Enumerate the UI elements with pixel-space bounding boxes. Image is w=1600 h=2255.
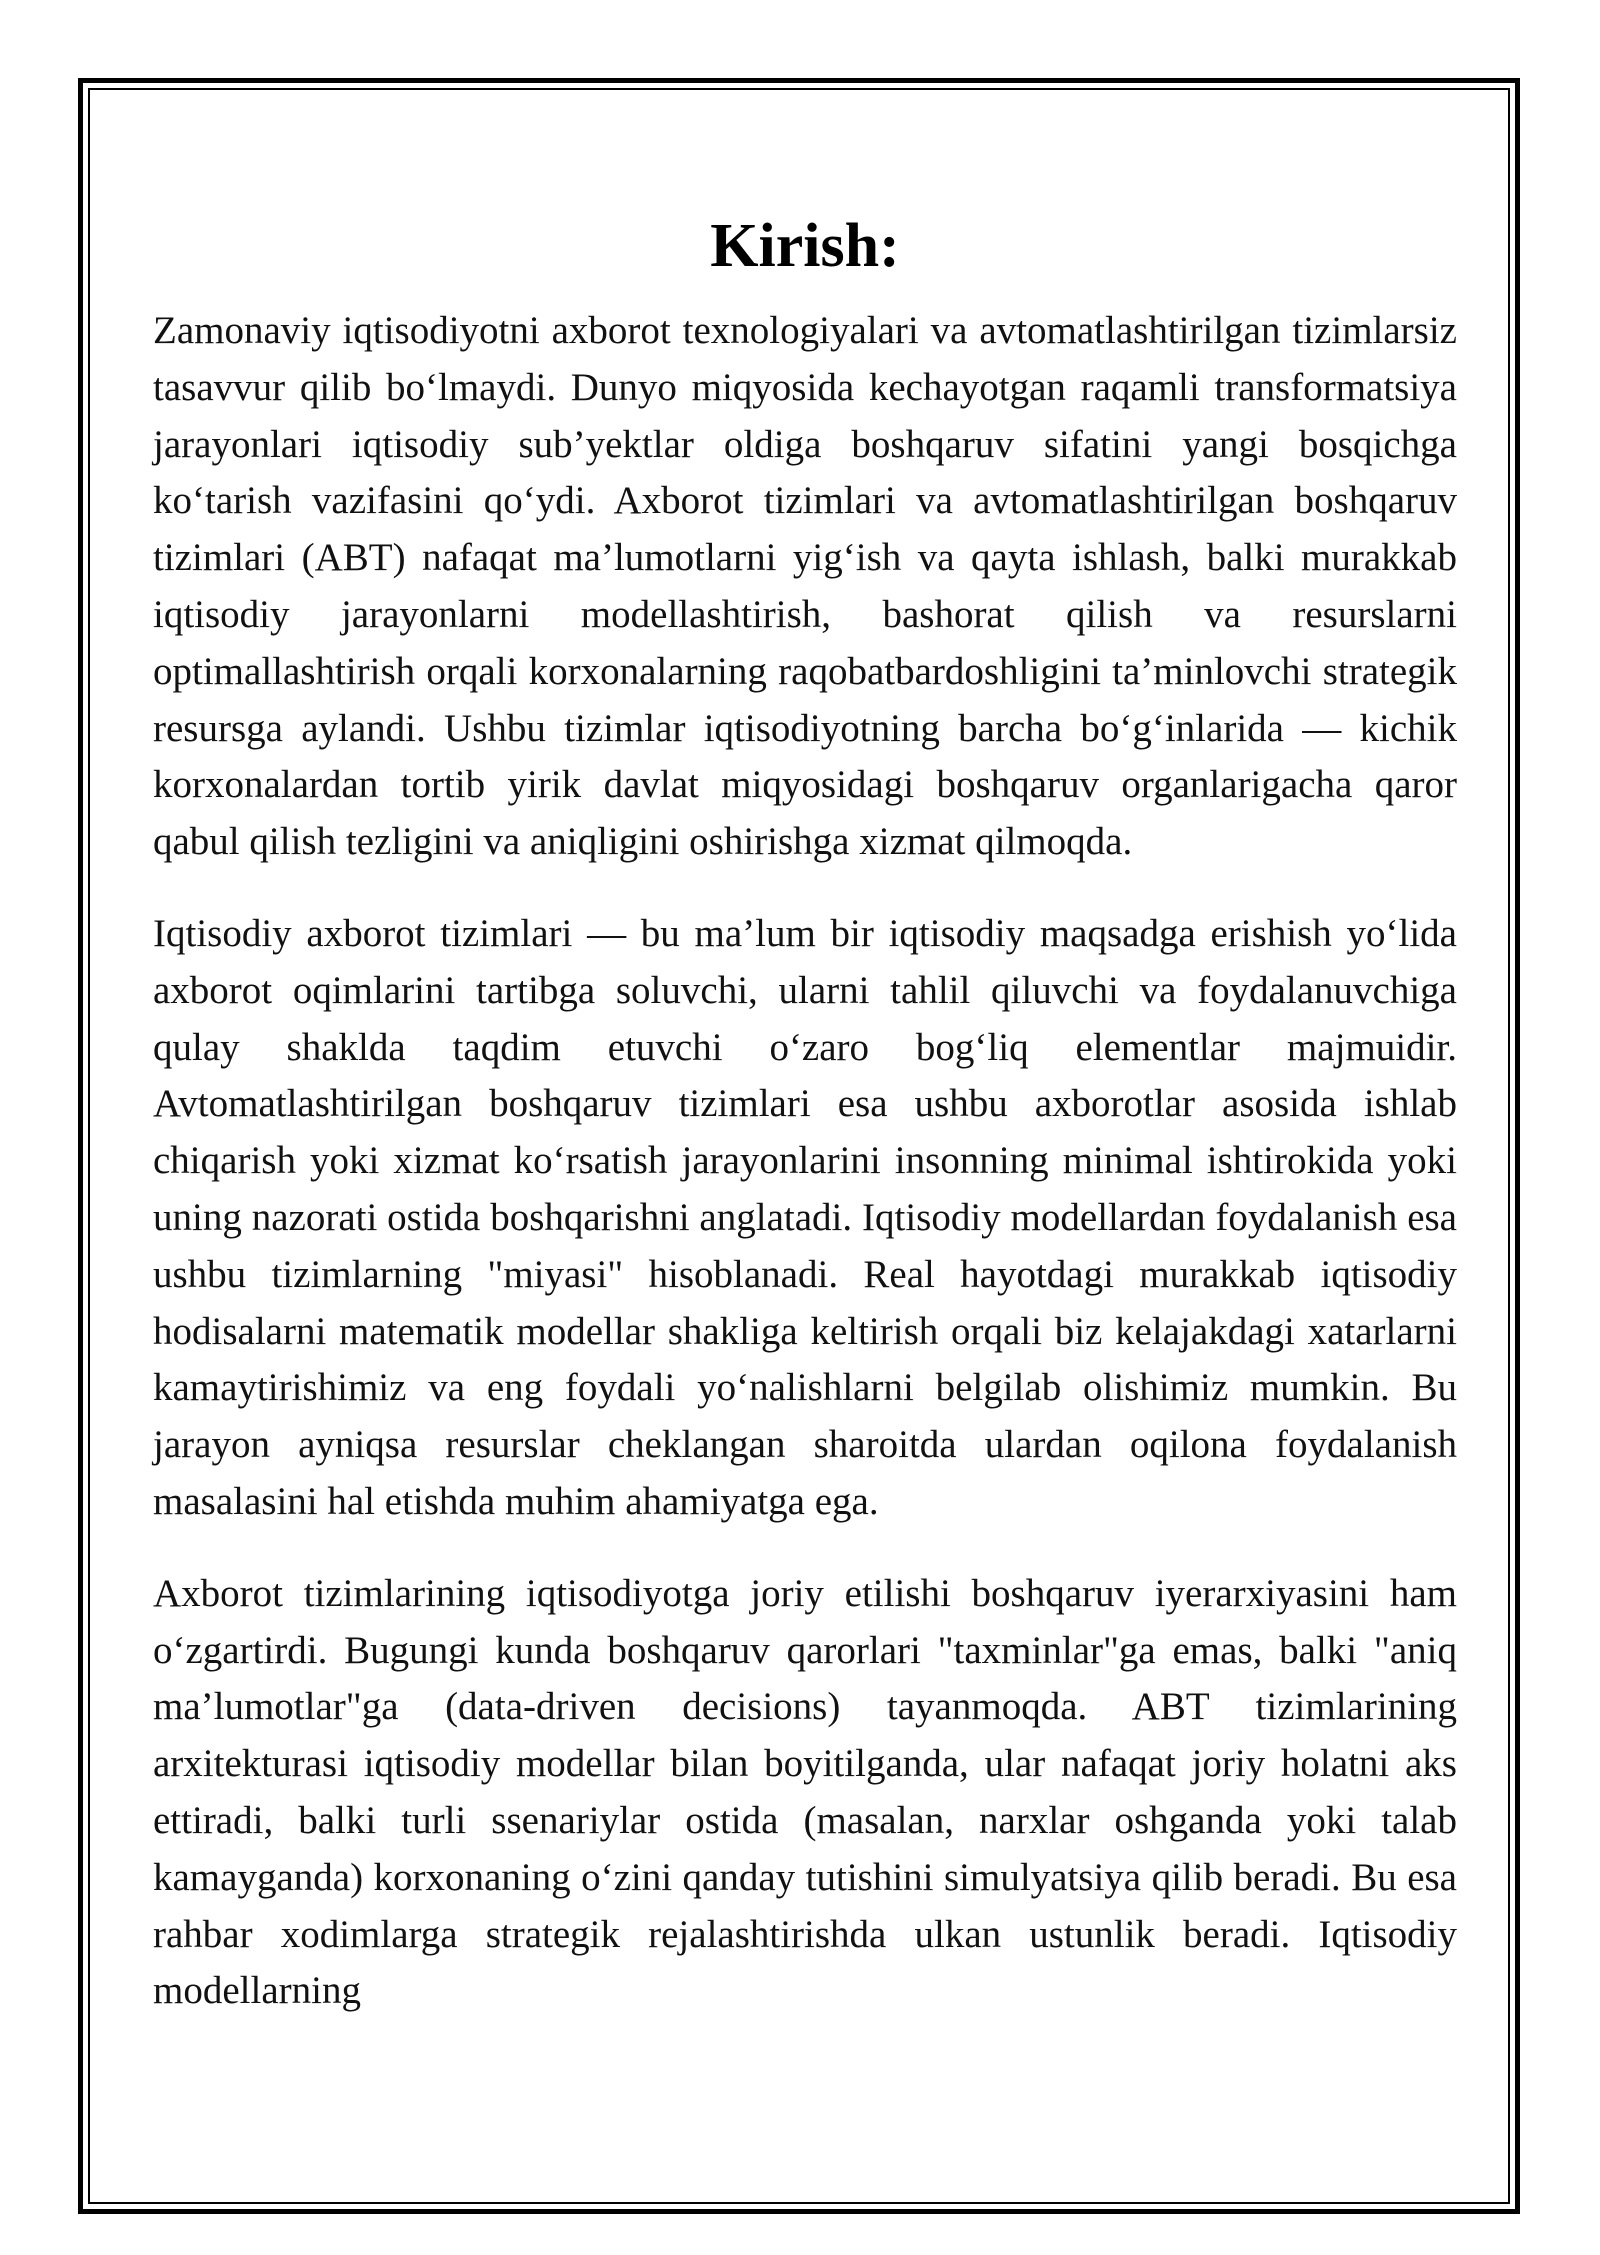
document-body (153, 205, 1457, 2055)
document-title: Kirish: (710, 212, 900, 280)
paragraph-1: Zamonaviy iqtisodiyotni axborot texnologiyalari va avtomatlashtirilgan tizimlarsiz tasavvur qilib bo‘lmaydi. Dunyo miqyosida kechayotgan raqamli transformatsiya jarayonlari iqtisodiy sub’yektlar oldiga boshqaruv sifatini yangi bosqichga ko‘tarish vazifasini qo‘ydi. Axborot tizimlari va avtomatlashtirilgan boshqaruv tizimlari (ABT) nafaqat ma’lumotlarni yig‘ish va qayta ishlash, balki murakkab iqtisodiy jarayonlarni modellashtirish, bashorat qilish va resurslarni optimallashtirish orqali korxonalarning raqobatbardoshligini ta’minlovchi strategik resursga aylandi. Ushbu tizimlar iqtisodiyotning barcha bo‘g‘inlarida — kichik korxonalardan tortib yirik davlat miqyosidagi boshqaruv organlarigacha qaror qabul qilish tezligini va aniqligini oshirishga xizmat qilmoqda. (153, 309, 1457, 864)
paragraph-2: Iqtisodiy axborot tizimlari — bu ma’lum bir iqtisodiy maqsadga erishish yo‘lida axborot oqimlarini tartibga soluvchi, ularni tahlil qiluvchi va foydalanuvchiga qulay shaklda taqdim etuvchi o‘zaro bog‘liq elementlar majmuidir. Avtomatlashtirilgan boshqaruv tizimlari esa ushbu axborotlar asosida ishlab chiqarish yoki xizmat ko‘rsatish jarayonlarini insonning minimal ishtirokida yoki uning nazorati ostida boshqarishni anglatadi. Iqtisodiy modellardan foydalanish esa ushbu tizimlarning "miyasi" hisoblanadi. Real hayotdagi murakkab iqtisodiy hodisalarni matematik modellar shakliga keltirish orqali biz kelajakdagi xatarlarni kamaytirishimiz va eng foydali yo‘nalishlarni belgilab olishimiz mumkin. Bu jarayon ayniqsa resurslar cheklangan sharoitda ulardan oqilona foydalanish masalasini hal etishda muhim ahamiyatga ega. (153, 911, 1457, 1523)
paragraph-3: Axborot tizimlarining iqtisodiyotga joriy etilishi boshqaruv iyerarxiyasini ham o‘zgartirdi. Bugungi kunda boshqaruv qarorlari "taxminlar"ga emas, balki "aniq ma’lumotlar"ga (data-driven decisions) tayanmoqda. ABT tizimlarining arxitekturasi iqtisodiy modellar bilan boyitilganda, ular nafaqat joriy holatni aks ettiradi, balki turli ssenariylar ostida (masalan, narxlar oshganda yoki talab kamayganda) korxonaning o‘zini qanday tutishini simulyatsiya qilib beradi. Bu esa rahbar xodimlarga strategik rejalashtirishda ulkan ustunlik beradi. Iqtisodiy modellarning (153, 1571, 1457, 2013)
